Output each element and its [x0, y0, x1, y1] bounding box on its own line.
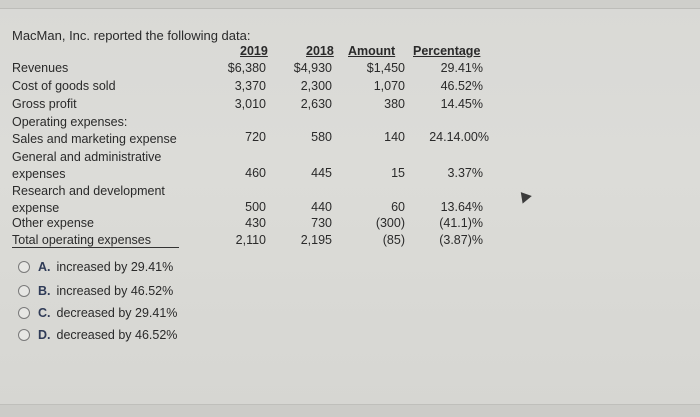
- row-label-other-expense: Other expense: [12, 216, 94, 230]
- cell-pct-general-admin: 3.37%: [447, 166, 483, 180]
- cell-amount-cogs: 1,070: [373, 79, 405, 93]
- cell-amount-general-admin: 15: [391, 166, 405, 180]
- cell-pct-revenues: 29.41%: [440, 61, 483, 75]
- row-label-gross-profit: Gross profit: [12, 97, 77, 111]
- cell-2019-general-admin: 460: [245, 166, 266, 180]
- cell-2019-other: 430: [245, 216, 266, 230]
- option-b[interactable]: [18, 284, 173, 298]
- option-letter: B.: [38, 284, 51, 298]
- cell-2018-research: 440: [311, 200, 332, 214]
- option-letter: C.: [38, 306, 51, 320]
- cell-amount-research: 60: [391, 200, 405, 214]
- row-label-expenses: expenses: [12, 167, 66, 181]
- cell-amount-total: (85): [382, 233, 405, 247]
- row-label-general-admin: General and administrative: [12, 150, 162, 164]
- row-label-expense: expense: [12, 201, 60, 215]
- header-2019: 2019: [240, 44, 268, 58]
- option-text: increased by 46.52%: [56, 284, 174, 298]
- header-2018: 2018: [306, 44, 334, 58]
- total-underline: [12, 247, 179, 248]
- cell-2019-sales-marketing: 720: [245, 130, 266, 144]
- option-letter: D.: [38, 328, 51, 342]
- cell-pct-other: (41.1)%: [439, 216, 483, 230]
- radio-icon[interactable]: [18, 285, 30, 297]
- cell-amount-other: (300): [375, 216, 405, 230]
- cell-amount-revenues: $1,450: [366, 61, 405, 75]
- row-label-cogs: Cost of goods sold: [12, 79, 116, 93]
- cell-pct-cogs: 46.52%: [440, 79, 483, 93]
- cell-2018-other: 730: [311, 216, 332, 230]
- cell-pct-gross-profit: 14.45%: [440, 97, 483, 111]
- cell-2018-gross-profit: 2,630: [300, 97, 332, 111]
- cell-pct-sales-marketing: 24.14.00%: [429, 130, 489, 144]
- cell-2018-total: 2,195: [300, 233, 332, 247]
- row-label-operating-expenses: Operating expenses:: [12, 115, 128, 129]
- option-text: decreased by 29.41%: [56, 306, 178, 320]
- header-amount: Amount: [348, 44, 396, 58]
- cell-2019-total: 2,110: [235, 233, 266, 247]
- top-bar: [0, 0, 700, 9]
- header-percentage: Percentage: [413, 44, 481, 58]
- row-label-revenues: Revenues: [12, 61, 69, 75]
- cell-2018-sales-marketing: 580: [311, 130, 332, 144]
- cell-pct-total: (3.87)%: [439, 233, 483, 247]
- option-text: increased by 29.41%: [56, 260, 174, 274]
- row-label-total-operating: Total operating expenses: [12, 233, 151, 247]
- cell-amount-gross-profit: 380: [384, 97, 405, 111]
- radio-icon[interactable]: [18, 329, 30, 341]
- cell-amount-sales-marketing: 140: [384, 130, 405, 144]
- mouse-cursor-icon: [516, 188, 532, 203]
- option-d[interactable]: [18, 328, 177, 342]
- row-label-research-development: Research and development: [12, 184, 165, 198]
- question-title: MacMan, Inc. reported the following data:: [12, 28, 251, 43]
- radio-icon[interactable]: [18, 261, 30, 273]
- cell-2019-revenues: $6,380: [227, 61, 266, 75]
- radio-icon[interactable]: [18, 307, 30, 319]
- cell-2019-cogs: 3,370: [234, 79, 266, 93]
- cell-2019-gross-profit: 3,010: [234, 97, 266, 111]
- bottom-bar: [0, 404, 700, 417]
- row-label-sales-marketing: Sales and marketing expense: [12, 132, 177, 146]
- option-a[interactable]: [18, 260, 173, 274]
- cell-2018-revenues: $4,930: [293, 61, 332, 75]
- option-letter: A.: [38, 260, 51, 274]
- cell-2018-general-admin: 445: [311, 166, 332, 180]
- cell-2019-research: 500: [245, 200, 266, 214]
- cell-pct-research: 13.64%: [440, 200, 483, 214]
- option-c[interactable]: [18, 306, 177, 320]
- option-text: decreased by 46.52%: [56, 328, 178, 342]
- cell-2018-cogs: 2,300: [300, 79, 332, 93]
